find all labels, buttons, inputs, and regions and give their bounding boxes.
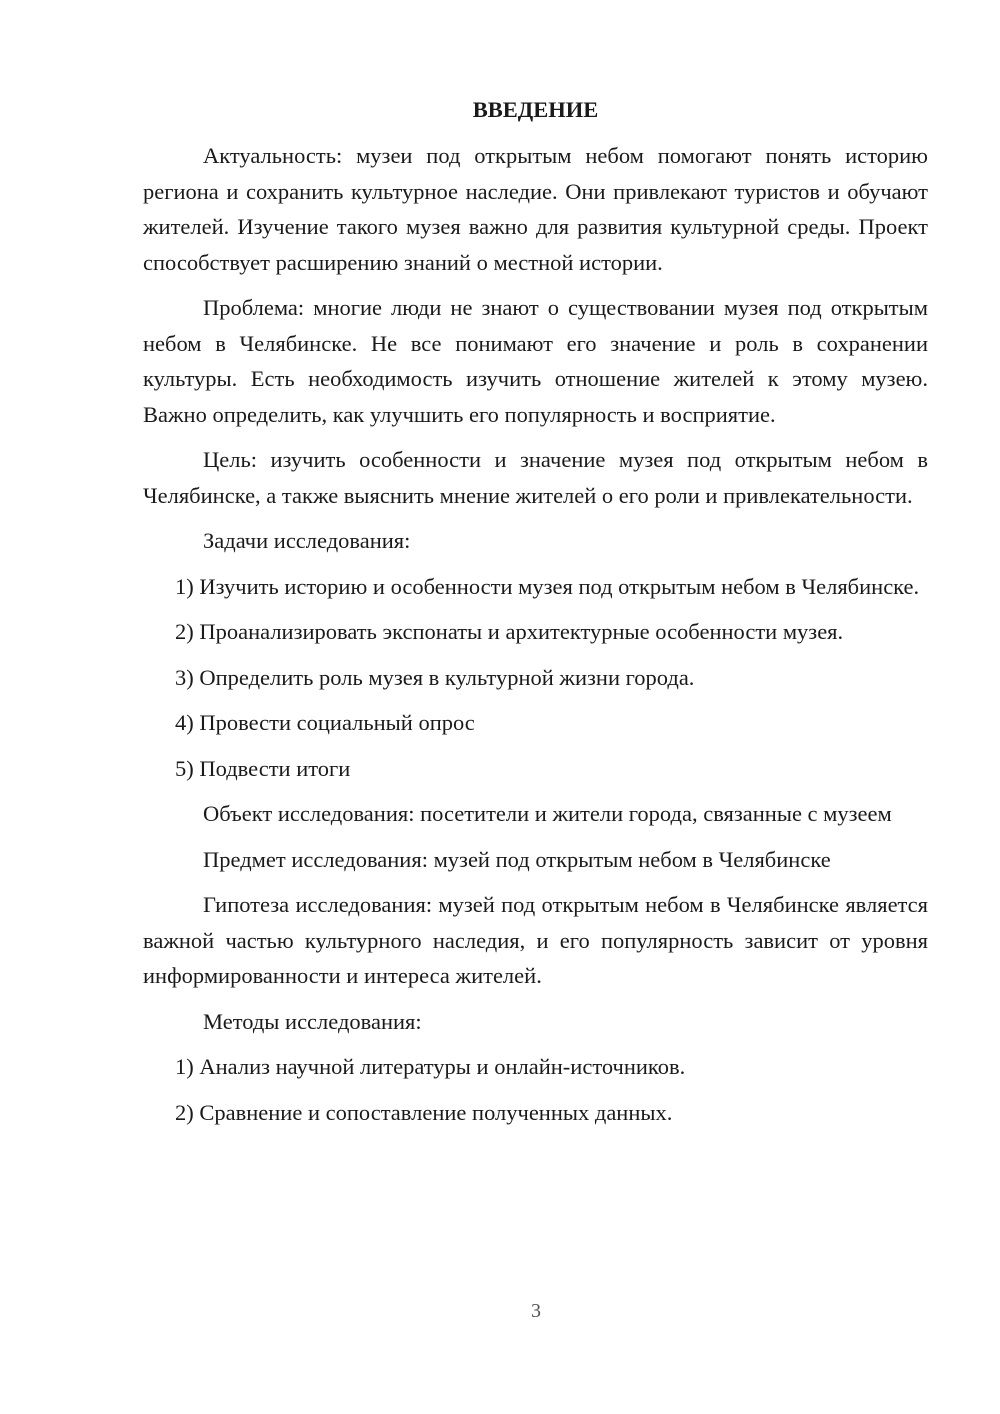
hypothesis-paragraph: Гипотеза исследования: музей под открытым небом в Челябинске является важной частью культурного наследия, и его популярность зависит от уровня информированности и интереса жителей. bbox=[143, 892, 928, 988]
task-item: 2) Проанализировать экспонаты и архитектурные особенности музея. bbox=[175, 619, 844, 644]
methods-heading: Методы исследования: bbox=[203, 1008, 422, 1034]
problem-paragraph: Проблема: многие люди не знают о существовании музея под открытым небом в Челябинске. Не все понимают его значение и роль в сохранении культуры. Есть необходимость изучить отношение жителей к этому музею. Важно определить, как улучшить его популярность и восприятие. bbox=[143, 295, 928, 427]
task-item: 4) Провести социальный опрос bbox=[175, 710, 475, 735]
task-item: 5) Подвести итоги bbox=[175, 755, 351, 781]
tasks-heading: Задачи исследования: bbox=[203, 528, 411, 553]
object-paragraph: Объект исследования: посетители и жители города, связанные с музеем bbox=[203, 801, 892, 826]
task-item: 1) Изучить историю и особенности музея под открытым небом в Челябинске. bbox=[175, 573, 920, 599]
document-page bbox=[143, 92, 928, 1140]
section-title: ВВЕДЕНИЕ bbox=[472, 97, 599, 122]
goal-paragraph: Цель: изучить особенности и значение музея под открытым небом в Челябинске, а также выяснить мнение жителей о его роли и привлекательности. bbox=[143, 447, 928, 508]
method-item: 1) Анализ научной литературы и онлайн-источников. bbox=[175, 1054, 686, 1079]
page-number: 3 bbox=[531, 1300, 541, 1322]
relevance-paragraph: Актуальность: музеи под открытым небом помогают понять историю региона и сохранить культурное наследие. Они привлекают туристов и обучают жителей. Изучение такого музея важно для развития культурной среды. Проект способствует расширению знаний о местной истории. bbox=[143, 143, 928, 275]
method-item: 2) Сравнение и сопоставление полученных данных. bbox=[175, 1099, 673, 1125]
task-item: 3) Определить роль музея в культурной жизни города. bbox=[175, 664, 695, 690]
subject-paragraph: Предмет исследования: музей под открытым небом в Челябинске bbox=[203, 846, 831, 872]
